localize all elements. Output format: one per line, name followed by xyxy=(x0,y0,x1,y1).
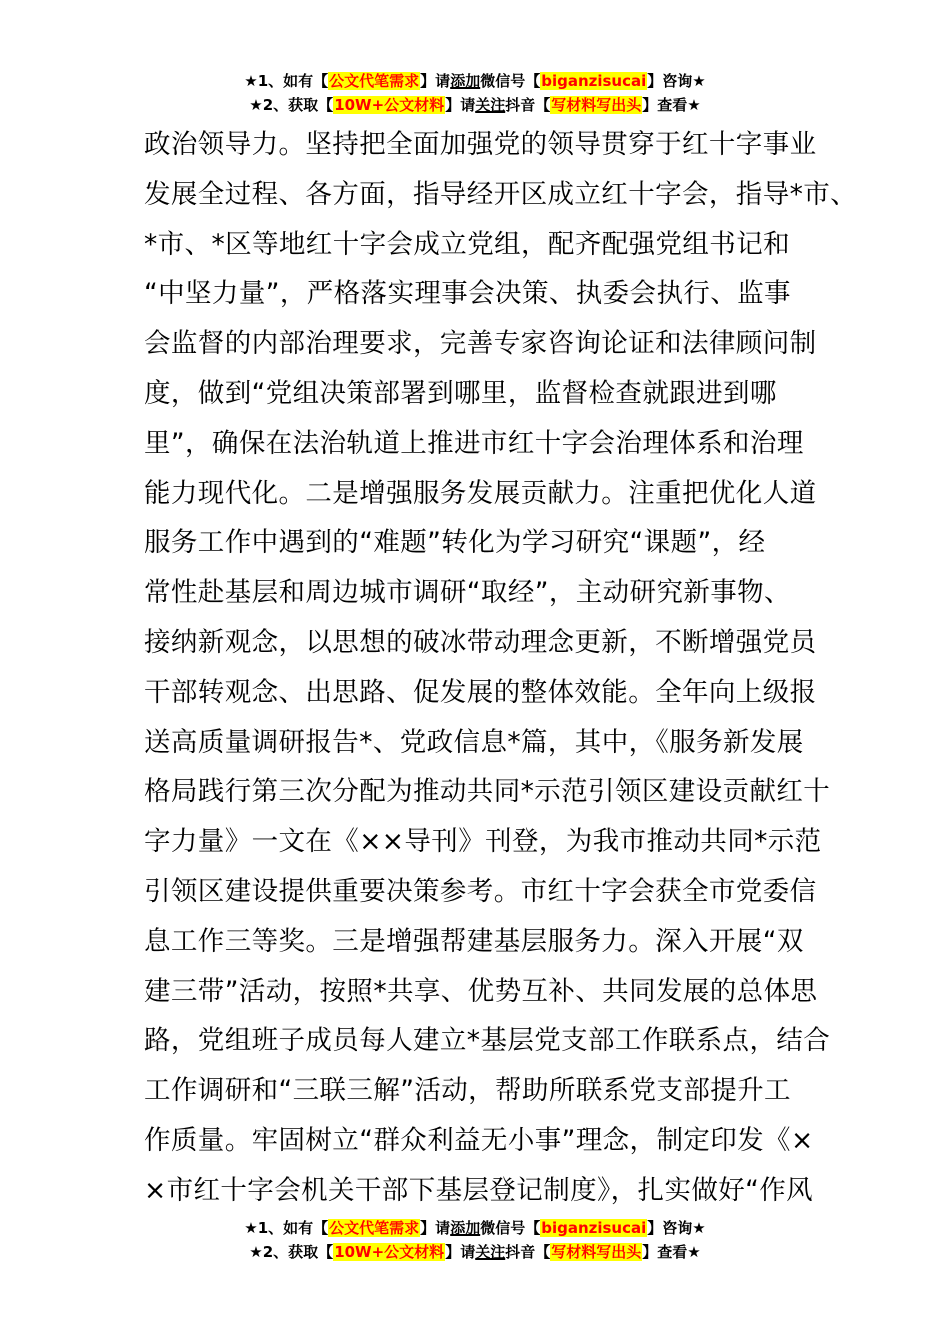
header-banner xyxy=(0,69,950,117)
banner-text: 】请 xyxy=(445,1243,476,1261)
banner-text: 】请 xyxy=(445,96,476,114)
body-line: 发展全过程、各方面，指导经开区成立红十字会，指导*市、 xyxy=(144,178,858,210)
body-line: 送高质量调研报告*、党政信息*篇，其中，《服务新发展 xyxy=(144,726,804,758)
banner-text: 微信号【 xyxy=(480,1219,541,1237)
body-line: 建三带”活动，按照*共享、优势互补、共同发展的总体思 xyxy=(144,975,818,1007)
body-line: *市、*区等地红十字会成立党组，配齐配强党组书记和 xyxy=(144,228,790,260)
banner-underlined: 添加 xyxy=(450,1219,481,1237)
banner-text: 】查看★ xyxy=(642,96,701,114)
body-line: 政治领导力。坚持把全面加强党的领导贯穿于红十字事业 xyxy=(144,129,817,160)
banner-text: 抖音【 xyxy=(505,96,551,114)
banner-line-2 xyxy=(0,93,950,117)
body-line: 工作调研和“三联三解”活动，帮助所联系党支部提升工 xyxy=(144,1075,791,1107)
banner-highlight: 写材料写出头 xyxy=(551,1243,642,1261)
body-line: 能力现代化。二是增强服务发展贡献力。注重把优化人道 xyxy=(144,477,817,509)
banner-text: 抖音【 xyxy=(505,1243,551,1261)
body-line: ×市红十字会机关干部下基层登记制度》，扎实做好“作风 xyxy=(144,1174,814,1206)
banner-highlight: 写材料写出头 xyxy=(551,96,642,114)
body-line: 字力量》一文在《××导刊》刊登，为我市推动共同*示范 xyxy=(144,826,822,858)
body-line: 常性赴基层和周边城市调研“取经”，主动研究新事物、 xyxy=(144,577,791,609)
body-line: 息工作三等奖。三是增强帮建基层服务力。深入开展“双 xyxy=(144,925,804,957)
banner-underlined: 关注 xyxy=(475,1243,506,1261)
body-paragraph xyxy=(144,120,858,1216)
body-line: “中坚力量”，严格落实理事会决策、执委会执行、监事 xyxy=(144,278,791,310)
banner-text: ★1、如有【 xyxy=(244,72,329,90)
body-line: 格局践行第三次分配为推动共同*示范引领区建设贡献红十 xyxy=(144,776,831,808)
body-line: 引领区建设提供重要决策参考。市红十字会获全市党委信 xyxy=(144,875,817,907)
banner-line-1 xyxy=(0,1216,950,1240)
banner-text: 】请 xyxy=(420,72,451,90)
body-line: 会监督的内部治理要求，完善专家咨询论证和法律顾问制 xyxy=(144,328,817,360)
body-line: 里”，确保在法治轨道上推进市红十字会治理体系和治理 xyxy=(144,427,804,459)
banner-text: 】查看★ xyxy=(642,1243,701,1261)
body-line: 路，党组班子成员每人建立*基层党支部工作联系点，结合 xyxy=(144,1025,831,1057)
body-line: 度，做到“党组决策部署到哪里，监督检查就跟进到哪 xyxy=(144,377,777,409)
banner-line-1 xyxy=(0,69,950,93)
banner-text: ★1、如有【 xyxy=(244,1219,329,1237)
banner-text: ★2、获取【 xyxy=(249,1243,334,1261)
banner-underlined: 关注 xyxy=(475,96,506,114)
banner-highlight: 10W+公文材料 xyxy=(334,96,445,114)
banner-underlined: 添加 xyxy=(450,72,481,90)
banner-highlight: 公文代笔需求 xyxy=(329,72,420,90)
body-line: 干部转观念、出思路、促发展的整体效能。全年向上级报 xyxy=(144,676,817,708)
body-line: 接纳新观念，以思想的破冰带动理念更新，不断增强党员 xyxy=(144,626,817,658)
banner-text: ★2、获取【 xyxy=(249,96,334,114)
banner-highlight: biganzisucai xyxy=(541,1219,647,1237)
banner-highlight: 公文代笔需求 xyxy=(329,1219,420,1237)
banner-text: 】咨询★ xyxy=(647,72,706,90)
banner-highlight: biganzisucai xyxy=(541,72,647,90)
body-line: 服务工作中遇到的“难题”转化为学习研究“课题”，经 xyxy=(144,527,766,559)
banner-highlight: 10W+公文材料 xyxy=(334,1243,445,1261)
footer-banner xyxy=(0,1216,950,1264)
banner-text: 微信号【 xyxy=(480,72,541,90)
banner-line-2 xyxy=(0,1240,950,1264)
body-line: 作质量。牢固树立“群众利益无小事”理念，制定印发《× xyxy=(144,1124,814,1156)
banner-text: 】咨询★ xyxy=(647,1219,706,1237)
banner-text: 】请 xyxy=(420,1219,451,1237)
